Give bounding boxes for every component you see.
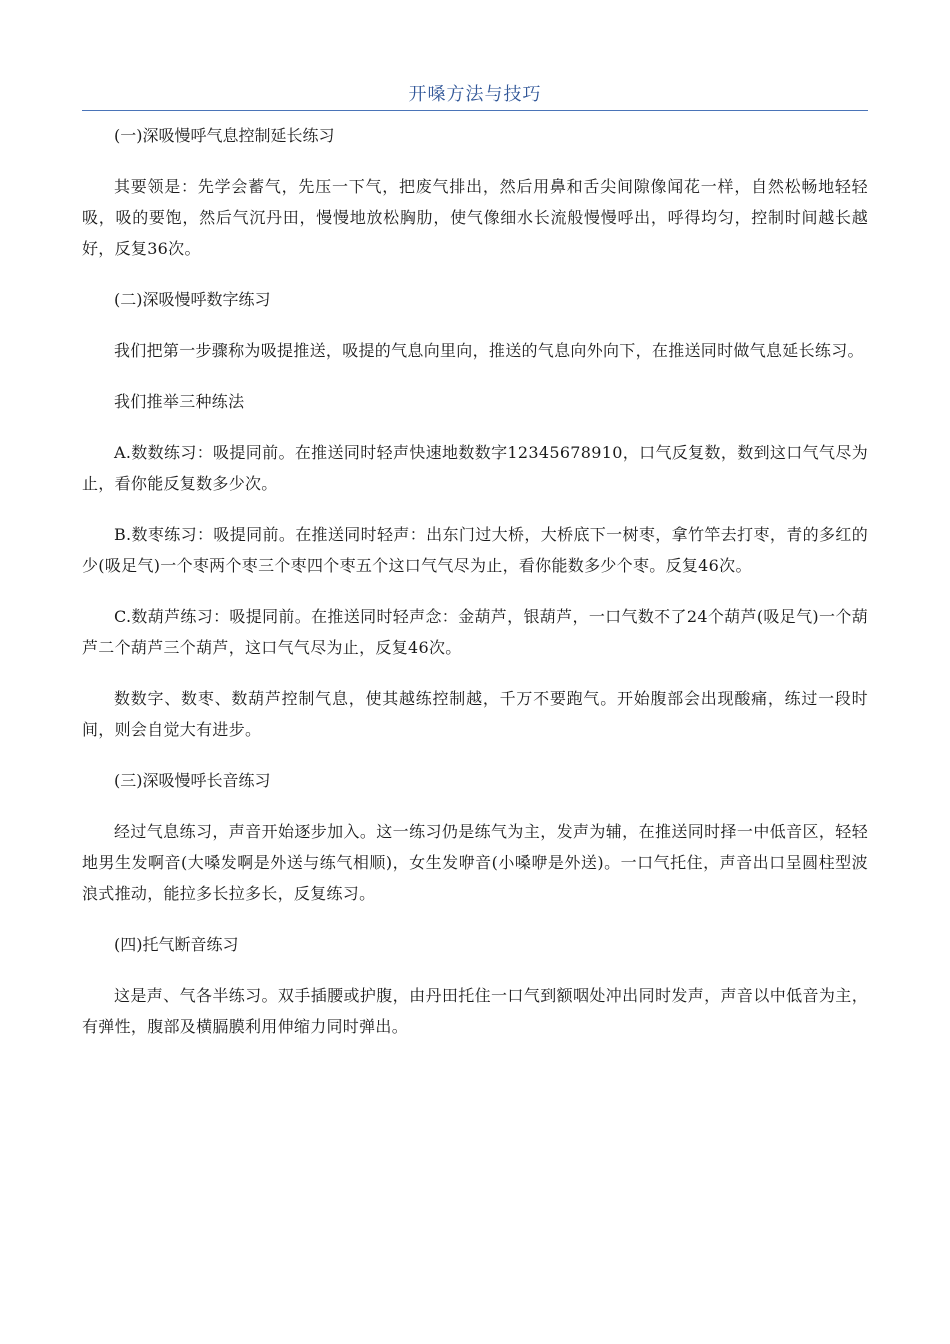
paragraph-method-a: A.数数练习：吸提同前。在推送同时轻声快速地数数字12345678910，口气反复数，数到这口气气尽为止，看你能反复数多少次。 — [82, 443, 868, 493]
paragraph-three-methods: 我们推举三种练法 — [114, 392, 245, 411]
page-header — [82, 82, 868, 111]
section-heading-3: (三)深吸慢呼长音练习 — [114, 771, 271, 790]
document-title: 开嗓方法与技巧 — [408, 84, 542, 105]
paragraph-summary: 数数字、数枣、数葫芦控制气息，使其越练控制越，千万不要跑气。开始腹部会出现酸痛，练过一段时间，则会自觉大有进步。 — [82, 689, 868, 739]
section-heading-2: (二)深吸慢呼数字练习 — [114, 290, 271, 309]
document-body — [82, 120, 868, 1042]
section-heading-4: (四)托气断音练习 — [114, 935, 239, 954]
section-heading-1: (一)深吸慢呼气息控制延长练习 — [114, 126, 335, 145]
paragraph-inhale-push: 我们把第一步骤称为吸提推送，吸提的气息向里向，推送的气息向外向下，在推送同时做气息延长练习。 — [114, 341, 864, 360]
paragraph-method-b: B.数枣练习：吸提同前。在推送同时轻声：出东门过大桥，大桥底下一树枣，拿竹竿去打枣，青的多红的少(吸足气)一个枣两个枣三个枣四个枣五个这口气气尽为止，看你能数多少个枣。反复46次。 — [82, 525, 868, 575]
paragraph-method-c: C.数葫芦练习：吸提同前。在推送同时轻声念：金葫芦，银葫芦，一口气数不了24个葫芦(吸足气)一个葫芦二个葫芦三个葫芦，这口气气尽为止，反复46次。 — [82, 607, 868, 657]
paragraph-staccato: 这是声、气各半练习。双手插腰或护腹，由丹田托住一口气到额咽处冲出同时发声，声音以中低音为主，有弹性，腹部及横膈膜利用伸缩力同时弹出。 — [82, 986, 868, 1036]
paragraph-long-tone: 经过气息练习，声音开始逐步加入。这一练习仍是练气为主，发声为辅，在推送同时择一中低音区，轻轻地男生发啊音(大嗓发啊是外送与练气相顺)，女生发咿音(小嗓咿是外送)。一口气托住，声音出口呈圆柱型波浪式推动，能拉多长拉多长，反复练习。 — [82, 822, 868, 903]
paragraph-breath-control: 其要领是：先学会蓄气，先压一下气，把废气排出，然后用鼻和舌尖间隙像闻花一样，自然松畅地轻轻吸，吸的要饱，然后气沉丹田，慢慢地放松胸肋，使气像细水长流般慢慢呼出，呼得均匀，控制时间越长越好，反复36次。 — [82, 177, 868, 258]
